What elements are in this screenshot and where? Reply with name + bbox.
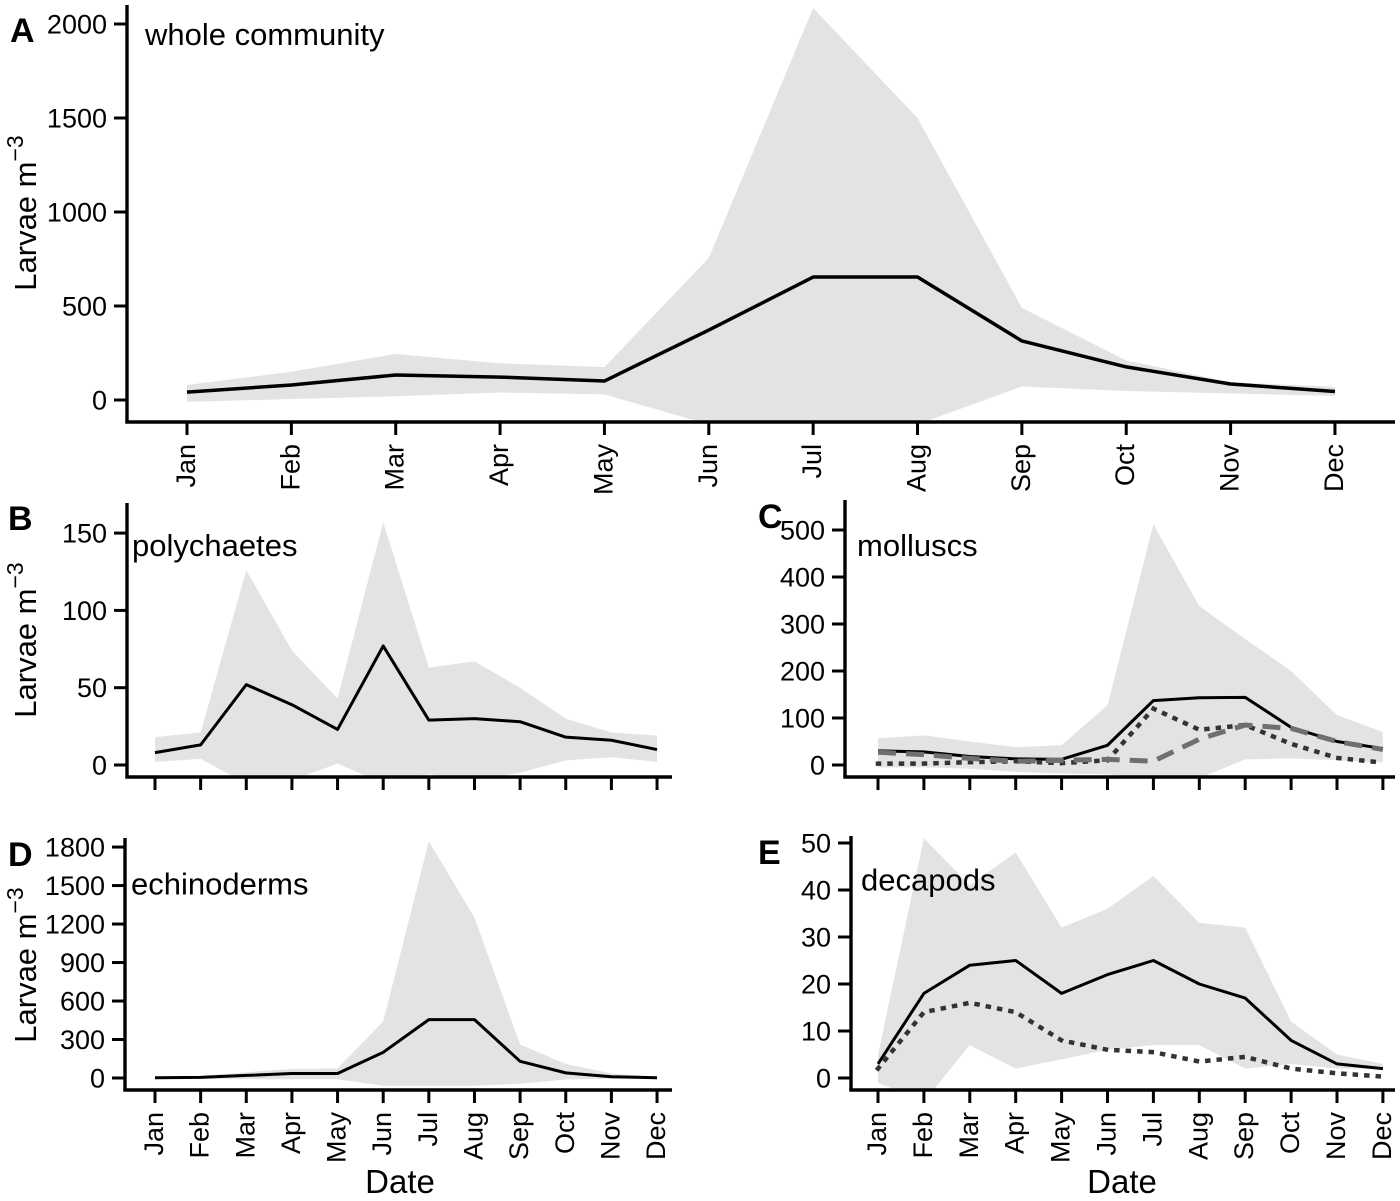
x-axis-title: Date	[365, 1163, 435, 1200]
month-tick-label: Aug	[1183, 1112, 1214, 1161]
month-tick-label: Sep	[1229, 1112, 1260, 1161]
panel-e	[758, 829, 1397, 1201]
month-tick-label: Feb	[184, 1112, 215, 1159]
y-tick-label: 300	[779, 609, 825, 640]
y-tick-label: 20	[800, 969, 831, 1000]
y-tick-label: 500	[61, 291, 107, 322]
panel-letter: A	[10, 12, 35, 50]
y-tick-label: 0	[91, 385, 107, 416]
y-tick-label: 10	[800, 1016, 831, 1047]
y-tick-label: 50	[76, 673, 107, 704]
month-tick-label: Oct	[1110, 444, 1141, 487]
panel-letter: D	[8, 836, 33, 874]
month-tick-label: Nov	[1321, 1112, 1351, 1161]
panel-d	[2, 833, 672, 1200]
month-tick-label: Jun	[367, 1112, 398, 1156]
month-tick-label: Apr	[484, 443, 515, 487]
month-tick-label: Jul	[412, 1112, 443, 1147]
y-tick-label: 1500	[46, 103, 107, 134]
panel-title: polychaetes	[132, 528, 298, 563]
panel-c	[758, 498, 1395, 790]
y-tick-label: 1500	[44, 871, 105, 902]
confidence-band	[187, 8, 1335, 424]
y-tick-label: 0	[91, 750, 107, 781]
month-tick-label: Sep	[504, 1112, 535, 1161]
y-axis-title: Larvae $m^{-3}$	[2, 562, 43, 718]
month-tick-label: Aug	[901, 444, 932, 493]
month-tick-label: Dec	[641, 1112, 672, 1161]
month-tick-label: May	[588, 444, 619, 496]
y-tick-label: 1000	[46, 197, 107, 228]
month-tick-label: May	[1045, 1112, 1076, 1164]
month-tick-label: Jul	[1137, 1112, 1168, 1147]
month-tick-label: Dec	[1366, 1112, 1397, 1161]
month-tick-label: Mar	[230, 1112, 261, 1159]
month-tick-label: Apr	[275, 1112, 306, 1155]
month-tick-label: Apr	[999, 1112, 1030, 1155]
panel-title: whole community	[145, 17, 385, 52]
y-axis-title: Larvae $m^{-3}$	[2, 887, 43, 1043]
month-tick-label: Feb	[275, 444, 306, 491]
panel-a	[2, 5, 1395, 495]
month-tick-label: Jan	[862, 1112, 892, 1156]
panel-title: decapods	[861, 862, 996, 898]
panel-letter: C	[758, 498, 783, 536]
y-tick-label: 100	[61, 595, 107, 626]
panel-letter: E	[758, 834, 781, 872]
month-tick-label: Sep	[1005, 444, 1036, 493]
y-tick-label: 300	[59, 1025, 105, 1056]
y-tick-label: 2000	[46, 9, 107, 40]
month-tick-label: Jul	[797, 444, 828, 479]
y-tick-label: 1200	[44, 909, 105, 940]
month-tick-label: Feb	[907, 1112, 938, 1159]
month-tick-label: Dec	[1318, 444, 1349, 493]
panel-b	[2, 500, 672, 790]
y-axis-title: Larvae $m^{-3}$	[2, 135, 43, 291]
month-tick-label: Jan	[139, 1112, 169, 1156]
y-tick-label: 200	[779, 656, 825, 687]
month-tick-label: Nov	[595, 1112, 626, 1161]
y-tick-label: 400	[779, 562, 825, 593]
panel-title: molluscs	[857, 528, 978, 563]
month-tick-label: Mar	[953, 1112, 984, 1159]
y-tick-label: 0	[815, 1063, 831, 1094]
y-tick-label: 500	[779, 515, 825, 546]
y-tick-label: 50	[800, 828, 831, 859]
y-tick-label: 0	[809, 750, 825, 781]
month-tick-label: Oct	[549, 1112, 580, 1155]
y-tick-label: 40	[800, 875, 831, 906]
y-tick-label: 900	[59, 948, 105, 979]
y-tick-label: 600	[59, 986, 105, 1017]
x-axis-title: Date	[1087, 1163, 1157, 1200]
month-tick-label: Nov	[1214, 444, 1245, 493]
month-tick-label: Jan	[171, 444, 201, 488]
y-tick-label: 150	[61, 518, 107, 549]
month-tick-label: Jun	[692, 444, 723, 488]
month-tick-label: Mar	[379, 444, 410, 491]
month-tick-label: Aug	[458, 1112, 489, 1161]
y-tick-label: 0	[89, 1063, 105, 1094]
month-tick-label: May	[321, 1112, 352, 1164]
month-tick-label: Jun	[1091, 1112, 1122, 1156]
y-tick-label: 1800	[44, 832, 105, 863]
y-tick-label: 30	[800, 922, 831, 953]
month-tick-label: Oct	[1275, 1112, 1306, 1155]
panel-title: echinoderms	[131, 866, 309, 902]
panel-letter: B	[8, 500, 33, 538]
y-tick-label: 100	[779, 703, 825, 734]
